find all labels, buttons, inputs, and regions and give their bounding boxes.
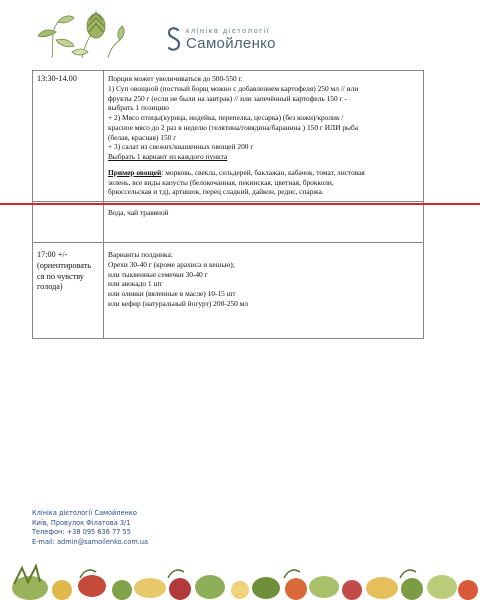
text-line: Вода, чай травяной (108, 208, 169, 217)
time-line: голода) (37, 282, 63, 292)
text-line: зелень, все виды капусты (белокочанная, пекинская, цветная, брокколи, (108, 177, 334, 187)
time-cell (33, 243, 104, 339)
text-line: Варианты полдника: (108, 250, 173, 259)
text-line: красное мясо до 2 раз в неделю (телятина/говядина/баранина ) 150 г ИЛИ рыба (108, 122, 359, 132)
text-line: (белая, красная) 150 г (108, 132, 177, 142)
table-row (33, 71, 424, 202)
text-line: или тыквенные семечки 30-40 г (108, 269, 208, 279)
clinic-email: E-mail: admin@samoilenko.com.ua (32, 537, 149, 546)
text-line: Орехи 30-40 г (кроме арахиса и кешью); (108, 259, 235, 269)
content-cell (104, 243, 424, 339)
vegetables-fruits-illustration (0, 556, 480, 600)
brand-name: Самойленко (186, 35, 276, 53)
table-row (33, 243, 424, 339)
red-annotation-line (0, 203, 480, 205)
clinic-address: Київ, Провулок Філатова 3/1 (32, 518, 131, 527)
text-line: + 2) Мясо птицы(курица, индейка, перепелка, цесарка) (без кожи)/кролик / (108, 113, 344, 123)
example-line (108, 168, 419, 178)
choose-instruction: Выбрать 1 вариант из каждого пункта (108, 152, 228, 162)
clinic-name: Клініка дієтології Самойленко (32, 509, 137, 517)
content-cell (104, 71, 424, 202)
text-line: фрукты 250 г (если не были на завтрак) // или запечённый картофель 150 г - (108, 93, 347, 103)
time-cell (33, 202, 104, 243)
meal-schedule-table (32, 70, 424, 339)
time-line: 17:00 +/- (37, 250, 68, 259)
text-line: Порция может увеличиваться до 500-550 г. (108, 74, 243, 83)
example-text: : морковь, свекла, сельдерей, баклажан, кабачок, томат, листовая (161, 167, 365, 177)
brand-subtitle: клініка дієтології (186, 25, 271, 35)
time-cell: 13:30-14.00 (33, 71, 104, 202)
text-line: брюссельская и тд), артишок, перец сладкий, дайкон, редис, спаржа. (108, 187, 324, 197)
time-line: (ориентировать (37, 260, 91, 270)
time-line: ся по чувству (37, 271, 84, 281)
content-cell (104, 202, 424, 243)
clinic-brand (166, 26, 276, 52)
page-header (0, 0, 480, 62)
text-line: или кефир (натуральный йогурт) 200-250 мл (108, 298, 249, 308)
text-line: или оливки (вяленные в масле) 10-15 шт (108, 289, 236, 299)
clinic-phone: Телефон: +38 095 636 77 55 (32, 528, 131, 537)
text-line: выбрать 1 позицию (108, 103, 169, 113)
clinic-contacts (32, 509, 148, 547)
artichoke-illustration (32, 8, 128, 60)
text-line: или авокадо 1 шт (108, 279, 163, 289)
example-label: Пример овощей (108, 167, 162, 177)
table-row (33, 202, 424, 243)
text-line: + 3) салат из свежих/квашенных овощей 200 г (108, 142, 254, 152)
text-line: 1) Суп овощной (постный борщ можно с добавлением картофеля) 250 мл // или (108, 83, 359, 93)
brand-s-logo-icon (166, 26, 182, 52)
